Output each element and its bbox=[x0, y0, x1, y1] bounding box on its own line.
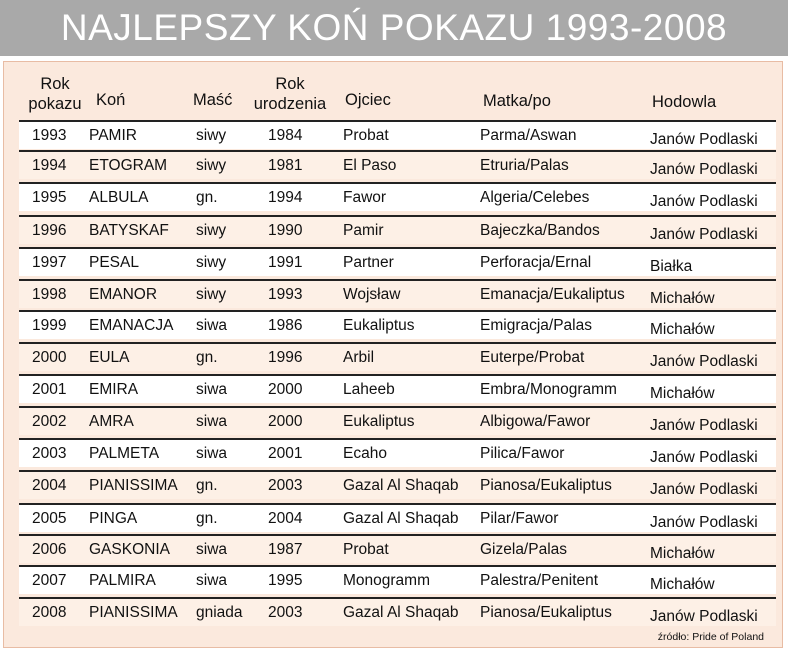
header-rok-pokazu-line2: pokazu bbox=[28, 95, 82, 113]
cell-hodowla: Janów Podlaski bbox=[650, 608, 758, 625]
cell-hodowla: Janów Podlaski bbox=[650, 514, 758, 531]
cell-rok-urodzenia: 2003 bbox=[268, 477, 303, 494]
cell-rok-urodzenia: 1984 bbox=[268, 127, 303, 144]
header-matka: Matka/po bbox=[483, 92, 551, 110]
cell-masc: siwa bbox=[196, 541, 228, 558]
table-row bbox=[19, 534, 776, 563]
cell-masc: siwa bbox=[196, 413, 228, 430]
cell-ojciec: El Paso bbox=[343, 157, 397, 174]
cell-hodowla: Michałów bbox=[650, 545, 715, 562]
cell-hodowla: Janów Podlaski bbox=[650, 193, 758, 210]
cell-masc: siwa bbox=[196, 381, 228, 398]
cell-kon: PIANISSIMA bbox=[89, 604, 178, 621]
cell-rok-pokazu: 2008 bbox=[32, 604, 67, 621]
header-hodowla: Hodowla bbox=[652, 93, 717, 111]
cell-rok-urodzenia: 1993 bbox=[268, 286, 303, 303]
header-kon: Koń bbox=[96, 91, 126, 109]
cell-kon: PINGA bbox=[89, 510, 138, 527]
table-row bbox=[19, 279, 776, 308]
cell-hodowla: Janów Podlaski bbox=[650, 481, 758, 498]
cell-masc: gniada bbox=[196, 604, 243, 621]
source-note: źródło: Pride of Poland bbox=[657, 631, 764, 643]
cell-matka: Pianosa/Eukaliptus bbox=[480, 477, 612, 494]
cell-matka: Embra/Monogramm bbox=[480, 381, 617, 398]
cell-rok-pokazu: 1995 bbox=[32, 189, 67, 206]
header-rok-urodzenia-line1: Rok bbox=[275, 75, 305, 93]
cell-hodowla: Janów Podlaski bbox=[650, 417, 758, 434]
cell-hodowla: Janów Podlaski bbox=[650, 449, 758, 466]
header-masc: Maść bbox=[193, 91, 233, 109]
table-row bbox=[19, 120, 776, 149]
cell-rok-pokazu: 2004 bbox=[32, 477, 67, 494]
cell-rok-pokazu: 1999 bbox=[32, 317, 67, 334]
cell-hodowla: Michałów bbox=[650, 290, 715, 307]
cell-rok-pokazu: 1997 bbox=[32, 254, 67, 271]
cell-kon: EMANACJA bbox=[89, 317, 174, 334]
cell-matka: Emigracja/Palas bbox=[480, 317, 592, 334]
cell-ojciec: Ecaho bbox=[343, 445, 387, 462]
cell-matka: Algeria/Celebes bbox=[480, 189, 590, 206]
cell-hodowla: Michałów bbox=[650, 385, 715, 402]
cell-matka: Gizela/Palas bbox=[480, 541, 568, 558]
cell-rok-pokazu: 1996 bbox=[32, 222, 67, 239]
cell-rok-urodzenia: 2004 bbox=[268, 510, 303, 527]
table-row bbox=[19, 565, 776, 594]
cell-hodowla: Janów Podlaski bbox=[650, 161, 758, 178]
cell-kon: PAMIR bbox=[89, 127, 137, 144]
cell-rok-urodzenia: 1987 bbox=[268, 541, 303, 558]
cell-masc: gn. bbox=[196, 510, 218, 527]
table-row bbox=[19, 247, 776, 276]
cell-kon: PALMETA bbox=[89, 445, 160, 462]
cell-kon: EMANOR bbox=[89, 286, 158, 303]
cell-rok-pokazu: 1998 bbox=[32, 286, 67, 303]
table-row bbox=[19, 342, 776, 371]
cell-matka: Perforacja/Ernal bbox=[480, 254, 592, 271]
cell-masc: siwa bbox=[196, 445, 228, 462]
cell-masc: siwa bbox=[196, 317, 228, 334]
cell-ojciec: Eukaliptus bbox=[343, 317, 415, 334]
cell-ojciec: Partner bbox=[343, 254, 394, 271]
cell-rok-pokazu: 2006 bbox=[32, 541, 67, 558]
header-rok-pokazu bbox=[24, 74, 86, 114]
cell-kon: ALBULA bbox=[89, 189, 149, 206]
cell-ojciec: Gazal Al Shaqab bbox=[343, 477, 459, 494]
cell-matka: Pilar/Fawor bbox=[480, 510, 559, 527]
cell-matka: Bajeczka/Bandos bbox=[480, 222, 600, 239]
cell-rok-urodzenia: 1990 bbox=[268, 222, 303, 239]
cell-rok-urodzenia: 1995 bbox=[268, 572, 303, 589]
cell-kon: AMRA bbox=[89, 413, 134, 430]
cell-ojciec: Laheeb bbox=[343, 381, 395, 398]
cell-matka: Pilica/Fawor bbox=[480, 445, 565, 462]
cell-kon: PIANISSIMA bbox=[89, 477, 178, 494]
cell-rok-urodzenia: 1994 bbox=[268, 189, 303, 206]
cell-ojciec: Gazal Al Shaqab bbox=[343, 604, 459, 621]
cell-kon: EULA bbox=[89, 349, 130, 366]
header-rok-urodzenia-line2: urodzenia bbox=[253, 95, 327, 113]
cell-ojciec: Arbil bbox=[343, 349, 375, 366]
cell-hodowla: Janów Podlaski bbox=[650, 353, 758, 370]
cell-matka: Albigowa/Fawor bbox=[480, 413, 591, 430]
header-rok-urodzenia bbox=[250, 74, 330, 114]
title-bar bbox=[0, 0, 788, 56]
cell-masc: siwy bbox=[196, 254, 227, 271]
cell-kon: PESAL bbox=[89, 254, 139, 271]
cell-kon: EMIRA bbox=[89, 381, 139, 398]
table-row bbox=[19, 503, 776, 532]
cell-kon: GASKONIA bbox=[89, 541, 170, 558]
cell-hodowla: Janów Podlaski bbox=[650, 131, 758, 148]
cell-rok-urodzenia: 2000 bbox=[268, 381, 303, 398]
cell-hodowla: Janów Podlaski bbox=[650, 226, 758, 243]
table-row bbox=[19, 310, 776, 339]
cell-masc: siwy bbox=[196, 286, 227, 303]
cell-rok-pokazu: 1994 bbox=[32, 157, 67, 174]
cell-ojciec: Eukaliptus bbox=[343, 413, 415, 430]
cell-rok-urodzenia: 2003 bbox=[268, 604, 303, 621]
cell-rok-urodzenia: 1986 bbox=[268, 317, 303, 334]
table-row bbox=[19, 215, 776, 244]
cell-masc: gn. bbox=[196, 189, 218, 206]
cell-masc: siwa bbox=[196, 572, 228, 589]
cell-rok-urodzenia: 2001 bbox=[268, 445, 303, 462]
table-row bbox=[19, 597, 776, 626]
table-row bbox=[19, 470, 776, 499]
header-rok-pokazu-line1: Rok bbox=[40, 75, 70, 93]
cell-kon: PALMIRA bbox=[89, 572, 156, 589]
cell-matka: Palestra/Penitent bbox=[480, 572, 599, 589]
table-row bbox=[19, 438, 776, 467]
cell-ojciec: Probat bbox=[343, 541, 389, 558]
table-row bbox=[19, 374, 776, 403]
cell-ojciec: Monogramm bbox=[343, 572, 430, 589]
cell-matka: Pianosa/Eukaliptus bbox=[480, 604, 612, 621]
table-row bbox=[19, 182, 776, 211]
cell-rok-pokazu: 2007 bbox=[32, 572, 67, 589]
cell-hodowla: Białka bbox=[650, 258, 693, 275]
cell-ojciec: Wojsław bbox=[343, 286, 401, 303]
cell-masc: gn. bbox=[196, 477, 218, 494]
cell-rok-pokazu: 2000 bbox=[32, 349, 67, 366]
table-row bbox=[19, 150, 776, 179]
cell-ojciec: Gazal Al Shaqab bbox=[343, 510, 459, 527]
cell-rok-urodzenia: 1996 bbox=[268, 349, 303, 366]
cell-kon: ETOGRAM bbox=[89, 157, 168, 174]
cell-matka: Etruria/Palas bbox=[480, 157, 569, 174]
table-row bbox=[19, 406, 776, 435]
cell-rok-pokazu: 2003 bbox=[32, 445, 67, 462]
cell-ojciec: Probat bbox=[343, 127, 389, 144]
cell-masc: siwy bbox=[196, 222, 227, 239]
cell-rok-urodzenia: 1981 bbox=[268, 157, 303, 174]
cell-masc: siwy bbox=[196, 127, 227, 144]
cell-matka: Euterpe/Probat bbox=[480, 349, 585, 366]
cell-matka: Parma/Aswan bbox=[480, 127, 577, 144]
cell-rok-pokazu: 2002 bbox=[32, 413, 67, 430]
cell-rok-urodzenia: 1991 bbox=[268, 254, 303, 271]
cell-rok-pokazu: 2005 bbox=[32, 510, 67, 527]
cell-kon: BATYSKAF bbox=[89, 222, 169, 239]
cell-masc: gn. bbox=[196, 349, 218, 366]
cell-rok-pokazu: 1993 bbox=[32, 127, 67, 144]
cell-rok-urodzenia: 2000 bbox=[268, 413, 303, 430]
cell-hodowla: Michałów bbox=[650, 321, 715, 338]
cell-matka: Emanacja/Eukaliptus bbox=[480, 286, 625, 303]
page-title: NAJLEPSZY KOŃ POKAZU 1993-2008 bbox=[60, 7, 728, 48]
cell-ojciec: Pamir bbox=[343, 222, 384, 239]
cell-ojciec: Fawor bbox=[343, 189, 387, 206]
cell-rok-pokazu: 2001 bbox=[32, 381, 67, 398]
cell-hodowla: Michałów bbox=[650, 576, 715, 593]
cell-masc: siwy bbox=[196, 157, 227, 174]
header-ojciec: Ojciec bbox=[345, 91, 391, 109]
